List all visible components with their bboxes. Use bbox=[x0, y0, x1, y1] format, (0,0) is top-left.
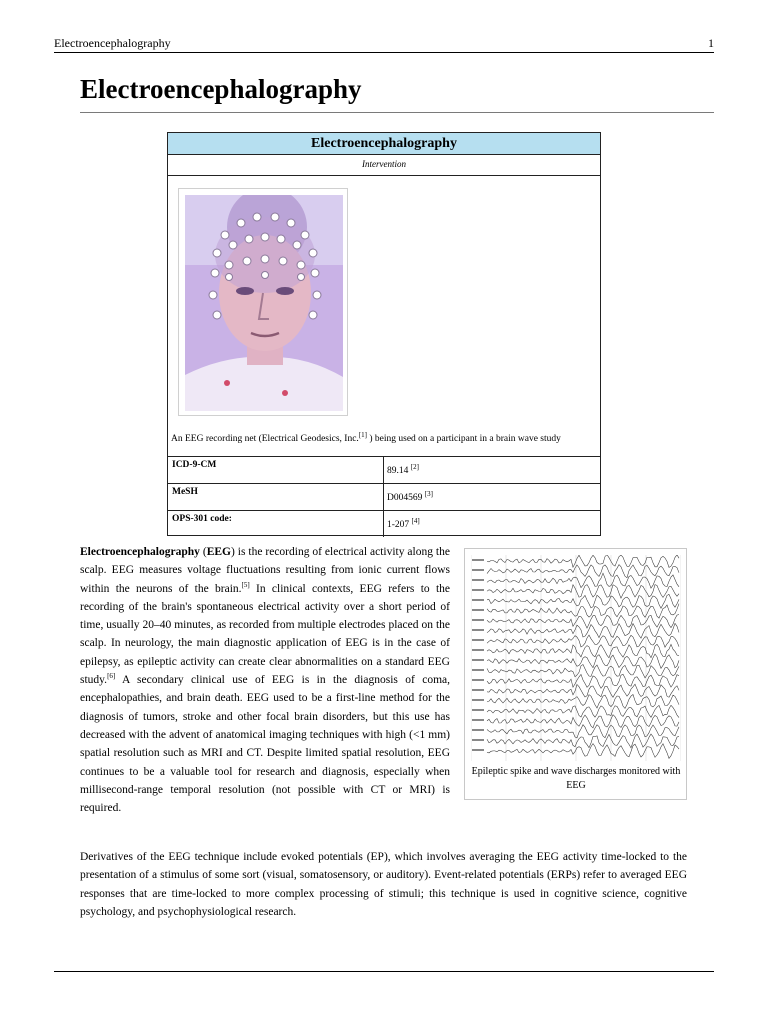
value-text[interactable]: 1-207 bbox=[387, 520, 410, 530]
eeg-channel-trace bbox=[487, 744, 679, 759]
eeg-figure bbox=[464, 548, 687, 800]
body-text: ( bbox=[199, 546, 207, 558]
running-head bbox=[54, 36, 714, 53]
row-label: ICD-9-CM bbox=[168, 457, 384, 483]
eeg-channel-trace bbox=[487, 674, 679, 688]
value-ref[interactable]: [3] bbox=[424, 489, 433, 498]
channel-label bbox=[472, 619, 484, 621]
channel-label bbox=[472, 569, 484, 571]
eeg-channel-trace bbox=[487, 715, 679, 728]
body-text: In clinical contexts, EEG refers to the recording of the brain's spontaneous electrical activity over a short period of time, usually 20–40 minutes, as recorded from multiple electrodes placed on the scalp. In neurology, the main diagnostic application of EEG is in the case of epilepsy, as epileptic activity can create clear abnormalities on a standard EEG study. bbox=[80, 582, 450, 687]
channel-label bbox=[472, 699, 484, 701]
eeg-channel-trace bbox=[487, 644, 679, 658]
eeg-channel-trace bbox=[487, 734, 679, 748]
body-text: A secondary clinical use of EEG is in the diagnosis of coma, encephalopathies, and brain death. EEG used to be a first-line method for the diagnosis of tumors, stroke and other focal brain disorders, but this use has decreased with the advent of anatomical imaging techniques with high (<1 mm) spatial resolution such as MRI and CT. Despite limited spatial resolution, EEG continues to be a valuable tool for research and diagnosis, especially when millisecond-range temporal resolution (not possible with CT or MRI) is required. bbox=[80, 674, 450, 815]
body-text: ) bbox=[230, 546, 235, 558]
eeg-channel-trace bbox=[487, 725, 679, 738]
channel-label bbox=[472, 599, 484, 601]
row-value bbox=[384, 511, 600, 537]
eeg-channel-trace bbox=[487, 684, 679, 697]
value-text[interactable]: D004569 bbox=[387, 493, 423, 503]
caption-text-end: ) being used on a participant in a brain wave study bbox=[366, 434, 561, 444]
body-text: is the recording of electrical activity along the scalp. EEG measures voltage fluctuations resulting from ionic current flows within the neurons of the brain. bbox=[80, 546, 450, 595]
figure-caption: Epileptic spike and wave discharges monitored with EEG bbox=[471, 766, 681, 791]
eeg-channel-trace bbox=[487, 695, 679, 709]
abbr: EEG bbox=[206, 546, 231, 558]
page-title: Electroencephalography bbox=[80, 72, 714, 113]
infobox-subtitle: Intervention bbox=[168, 155, 600, 176]
derivatives-paragraph: Derivatives of the EEG technique include evoked potentials (EP), which involves averaging the EEG activity time-locked to the presentation of a stimulus of some sort (visual, somatosensory, or auditory). Event-related potentials (ERPs) refer to averaged EEG responses that are time-locked to more complex processing of stimuli; this technique is used in cognitive science, cognitive psychology, and psychophysiological research. bbox=[80, 851, 687, 918]
value-ref[interactable]: [2] bbox=[410, 462, 419, 471]
eeg-channel-trace bbox=[487, 555, 679, 567]
infobox-row-mesh bbox=[168, 484, 600, 511]
row-label: OPS-301 code: bbox=[168, 511, 384, 537]
eeg-net-photo[interactable] bbox=[178, 188, 348, 416]
caption-text: An EEG recording net (Electrical Geodesics, Inc. bbox=[171, 434, 359, 444]
channel-label bbox=[472, 609, 484, 611]
channel-label bbox=[472, 739, 484, 741]
channel-label bbox=[472, 669, 484, 671]
channel-label bbox=[472, 719, 484, 721]
infobox bbox=[167, 132, 601, 536]
infobox-row-icd bbox=[168, 457, 600, 484]
eeg-channel-trace bbox=[487, 705, 679, 717]
channel-label bbox=[472, 749, 484, 751]
channel-label bbox=[472, 559, 484, 561]
eeg-channel-trace bbox=[487, 623, 679, 638]
channel-label bbox=[472, 649, 484, 651]
channel-label bbox=[472, 709, 484, 711]
channel-label bbox=[472, 629, 484, 631]
channel-label bbox=[472, 689, 484, 691]
row-value bbox=[384, 484, 600, 510]
running-head-title: Electroencephalography bbox=[54, 36, 171, 50]
eeg-net-photo-image bbox=[185, 195, 343, 411]
term: Electroencephalography bbox=[80, 546, 200, 558]
caption-ref[interactable]: [1] bbox=[358, 430, 367, 439]
eeg-channel-trace bbox=[487, 565, 679, 578]
value-text[interactable]: 89.14 bbox=[387, 466, 409, 476]
eeg-trace-image[interactable] bbox=[471, 555, 681, 761]
infobox-media bbox=[168, 176, 600, 457]
channel-label bbox=[472, 639, 484, 641]
channel-label bbox=[472, 659, 484, 661]
footer-rule bbox=[54, 971, 714, 972]
eeg-channel-trace bbox=[487, 615, 679, 629]
infobox-caption bbox=[171, 430, 601, 444]
channel-label bbox=[472, 729, 484, 731]
channel-label bbox=[472, 679, 484, 681]
citation-ref[interactable]: [5] bbox=[241, 580, 250, 589]
eeg-channel-trace bbox=[487, 594, 679, 608]
intro-paragraph bbox=[80, 543, 450, 817]
row-value bbox=[384, 457, 600, 483]
eeg-channel-trace bbox=[487, 573, 679, 588]
citation-ref[interactable]: [6] bbox=[107, 672, 116, 681]
infobox-title: Electroencephalography bbox=[168, 133, 600, 155]
channel-label bbox=[472, 589, 484, 591]
page-number: 1 bbox=[708, 36, 714, 50]
channel-label bbox=[472, 579, 484, 581]
value-ref[interactable]: [4] bbox=[411, 516, 420, 525]
row-label: MeSH bbox=[168, 484, 384, 510]
infobox-row-ops bbox=[168, 511, 600, 537]
